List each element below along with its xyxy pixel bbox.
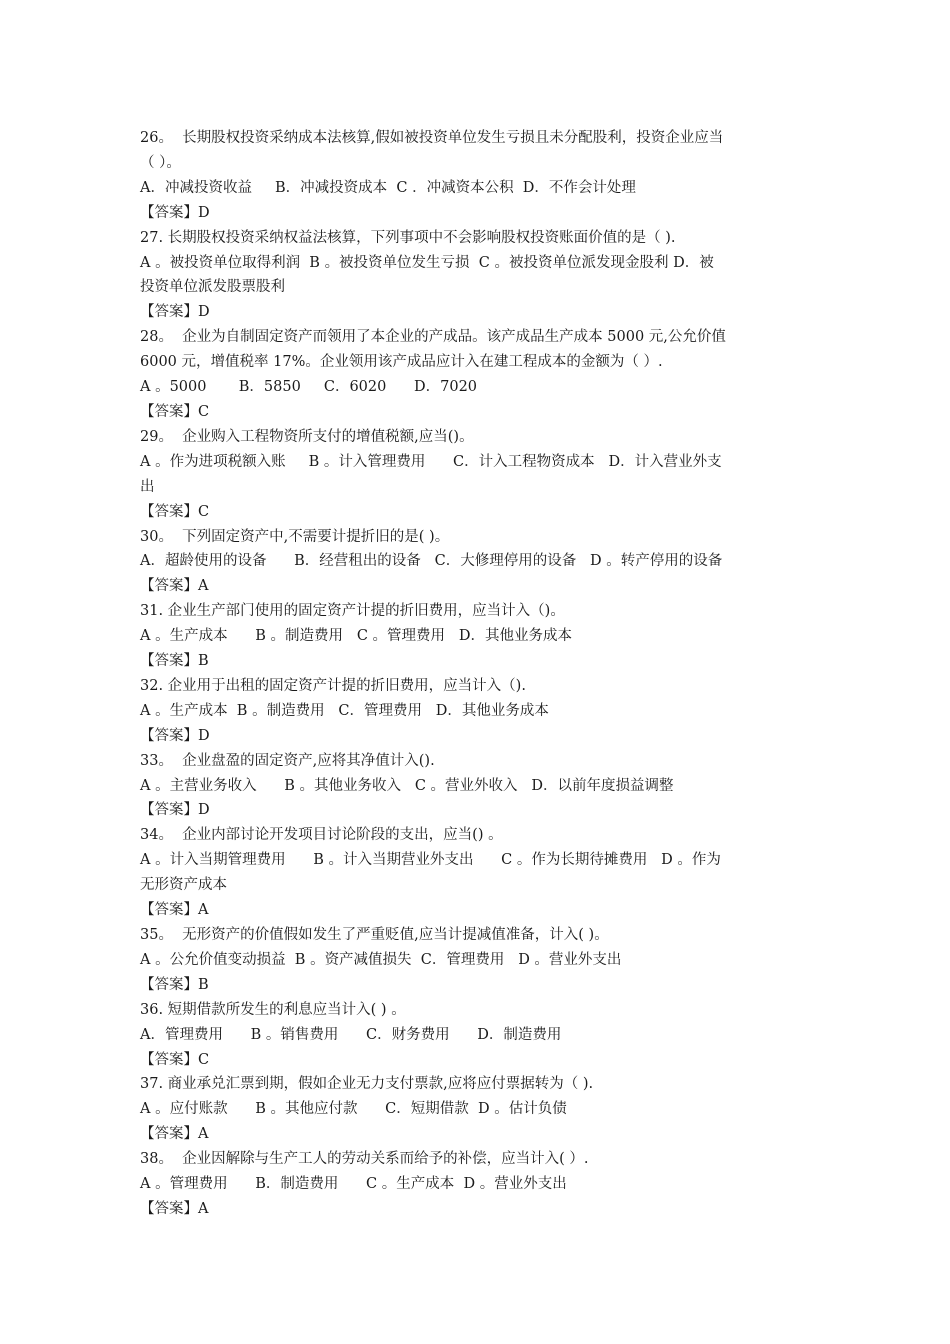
question-options-line: A 。公允价值变动损益 B 。资产减值损失 C．管理费用 D 。营业外支出 (140, 951, 622, 968)
question-block (140, 126, 820, 226)
question-stem-line: 34。 企业内部讨论开发项目讨论阶段的支出，应当() 。 (140, 827, 503, 844)
question-block (140, 998, 820, 1073)
question-block (140, 599, 820, 674)
question-stem-line: 36. 短期借款所发生的利息应当计入( ) 。 (140, 1001, 406, 1018)
answer-line: 【答案】D (140, 727, 210, 744)
question-block (140, 1072, 820, 1147)
answer-line: 【答案】D (140, 802, 210, 819)
question-block (140, 923, 820, 998)
question-options-line: 无形资产成本 (140, 877, 227, 894)
answer-line: 【答案】C (140, 1051, 210, 1068)
question-stem-line: 29。 企业购入工程物资所支付的增值税额,应当()。 (140, 428, 474, 445)
question-options-line: A 。5000 B．5850 C．6020 D．7020 (140, 379, 478, 396)
question-block (140, 425, 820, 525)
answer-line: 【答案】A (140, 902, 209, 919)
question-options-line: 出 (140, 478, 155, 495)
question-stem-line: 27. 长期股权投资采纳权益法核算，下列事项中不会影响股权投资账面价值的是（ ). (140, 229, 676, 246)
answer-line: 【答案】D (140, 204, 210, 221)
question-stem-line: 37. 商业承兑汇票到期，假如企业无力支付票款,应将应付票据转为（ ). (140, 1076, 594, 1093)
answer-line: 【答案】A (140, 578, 209, 595)
question-stem-line: 33。 企业盘盈的固定资产,应将其净值计入(). (140, 752, 435, 769)
question-options-line: A．超龄使用的设备 B．经营租出的设备 C．大修理停用的设备 D 。转产停用的设备 (140, 553, 723, 570)
question-options-line: A 。计入当期管理费用 B 。计入当期营业外支出 C 。作为长期待摊费用 D 。作为 (140, 852, 721, 869)
answer-line: 【答案】D (140, 304, 210, 321)
question-block (140, 749, 820, 824)
question-stem-line: 6000 元，增值税率 17%。企业领用该产成品应计入在建工程成本的金额为（ ）. (140, 354, 663, 371)
question-stem-line: 31. 企业生产部门使用的固定资产计提的折旧费用，应当计入（)。 (140, 603, 565, 620)
question-stem-line: 38。 企业因解除与生产工人的劳动关系而给予的补偿，应当计入( ）. (140, 1151, 589, 1168)
question-options-line: A 。生产成本 B 。制造费用 C．管理费用 D．其他业务成本 (140, 702, 549, 719)
answer-line: 【答案】C (140, 503, 210, 520)
question-stem-line: 28。 企业为自制固定资产而领用了本企业的产成品。该产成品生产成本 5000 元,公允价值 (140, 329, 726, 346)
document-body (140, 126, 820, 1222)
question-stem-line: 35。 无形资产的价值假如发生了严重贬值,应当计提减值准备，计入( )。 (140, 927, 609, 943)
question-block (140, 674, 820, 749)
question-options-line: A 。主营业务收入 B 。其他业务收入 C 。营业外收入 D．以前年度损益调整 (140, 777, 674, 794)
question-options-line: A 。生产成本 B 。制造费用 C 。管理费用 D．其他业务成本 (140, 628, 572, 645)
question-stem-line: 26。 长期股权投资采纳成本法核算,假如被投资单位发生亏损且未分配股利，投资企业应当 (140, 130, 724, 146)
answer-line: 【答案】C (140, 403, 210, 420)
question-options-line: A 。管理费用 B．制造费用 C 。生产成本 D 。营业外支出 (140, 1176, 567, 1193)
answer-line: 【答案】B (140, 653, 209, 670)
question-options-line: A．管理费用 B 。销售费用 C．财务费用 D．制造费用 (140, 1026, 562, 1043)
question-options-line: A 。被投资单位取得利润 B 。被投资单位发生亏损 C 。被投资单位派发现金股利 D．被 (140, 254, 714, 271)
question-options-line: 投资单位派发股票股利 (140, 279, 285, 296)
question-stem-line: 32. 企业用于出租的固定资产计提的折旧费用，应当计入（). (140, 677, 526, 694)
answer-line: 【答案】A (140, 1126, 209, 1143)
answer-line: 【答案】B (140, 976, 209, 993)
question-stem-line: （ ）。 (140, 154, 181, 171)
question-block (140, 823, 820, 923)
question-options-line: A 。作为进项税额入账 B 。计入管理费用 C．计入工程物资成本 D．计入营业外支 (140, 453, 722, 470)
question-options-line: A 。应付账款 B 。其他应付款 C．短期借款 D 。估计负债 (140, 1101, 567, 1118)
question-block (140, 226, 820, 326)
question-options-line: A．冲减投资收益 B．冲减投资成本 C ．冲减资本公积 D．不作会计处理 (140, 179, 636, 196)
answer-line: 【答案】A (140, 1200, 209, 1217)
question-block (140, 1147, 820, 1222)
question-block (140, 525, 820, 600)
question-block (140, 325, 820, 425)
question-stem-line: 30。 下列固定资产中,不需要计提折旧的是( )。 (140, 528, 450, 545)
